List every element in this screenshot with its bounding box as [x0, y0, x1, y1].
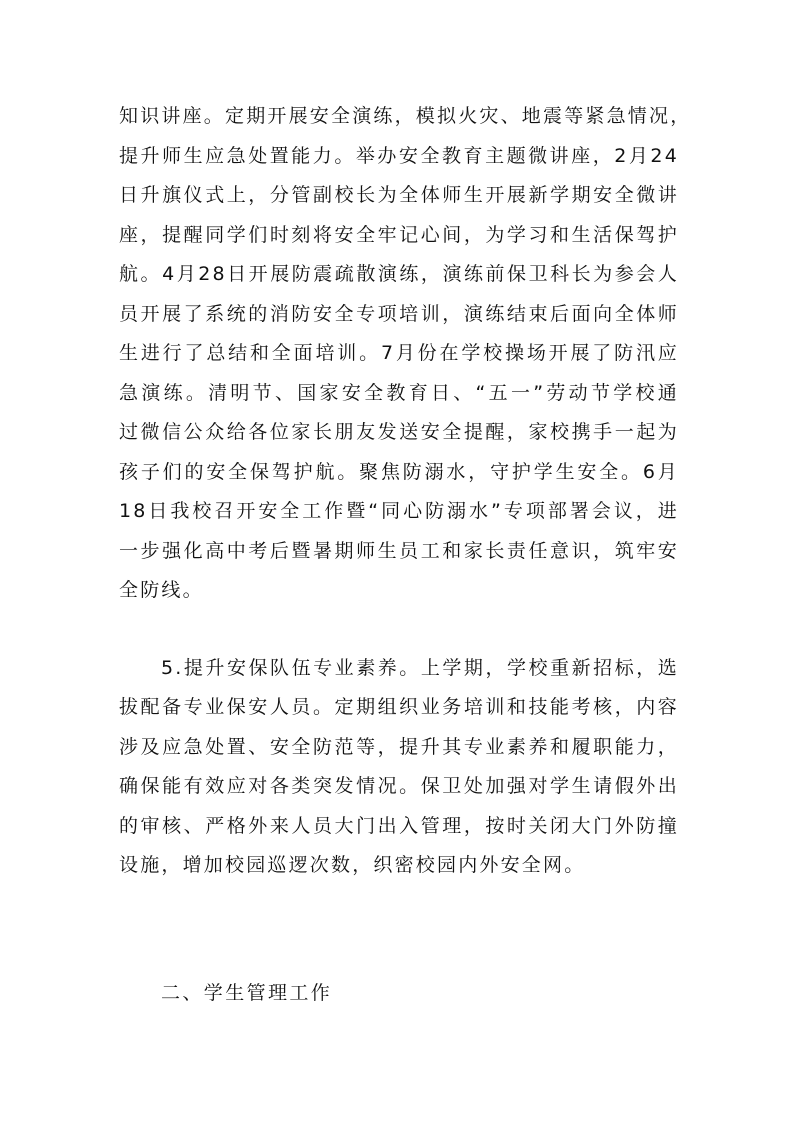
text-line: 知识讲座。定期开展安全演练，模拟火灾、地震等紧急情况， [119, 105, 692, 127]
text-line: 过微信公众给各位家长朋友发送安全提醒，家校携手一起为 [119, 421, 679, 443]
text-line: 确保能有效应对各类突发情况。保卫处加强对学生请假外出 [119, 775, 679, 797]
text-line: 日升旗仪式上，分管副校长为全体师生开展新学期安全微讲 [119, 184, 679, 206]
text-line: 涉及应急处置、安全防范等，提升其专业素养和履职能力， [119, 735, 679, 758]
text-line: 员开展了系统的消防安全专项培训，演练结束后面向全体师 [119, 302, 679, 325]
text-line: 的审核、严格外来人员大门出入管理，按时关闭大门外防撞 [119, 814, 679, 837]
paragraph-gap [119, 611, 679, 649]
paragraph-safety-drills [119, 97, 692, 611]
text-line: 18日我校召开安全工作暨“同心防溺水”专项部署会议，进 [119, 500, 679, 522]
text-line: 急演练。清明节、国家安全教育日、“五一”劳动节学校通 [119, 381, 679, 404]
paragraph-security-team [119, 649, 679, 886]
text-line: 生进行了总结和全面培训。7月份在学校操场开展了防汛应 [119, 342, 679, 364]
text-line: 全防线。 [119, 579, 204, 601]
text-line: 一步强化高中考后暨暑期师生员工和家长责任意识，筑牢安 [119, 539, 679, 562]
text-line: 5.提升安保队伍专业素养。上学期，学校重新招标，选 [161, 656, 679, 679]
text-line: 提升师生应急处置能力。举办安全教育主题微讲座，2月24 [119, 144, 679, 167]
text-line: 航。4月28日开展防震疏散演练，演练前保卫科长为参会人 [119, 263, 679, 285]
text-line: 设施，增加校园巡逻次数，织密校园内外安全网。 [119, 854, 586, 876]
text-line: 孩子们的安全保驾护航。聚焦防溺水，守护学生安全。6月 [119, 460, 679, 483]
document-body [119, 97, 692, 886]
section-heading: 二、学生管理工作 [161, 982, 333, 1004]
text-line: 拔配备专业保安人员。定期组织业务培训和技能考核，内容 [119, 696, 679, 718]
text-line: 座，提醒同学们时刻将安全牢记心间，为学习和生活保驾护 [119, 223, 679, 246]
